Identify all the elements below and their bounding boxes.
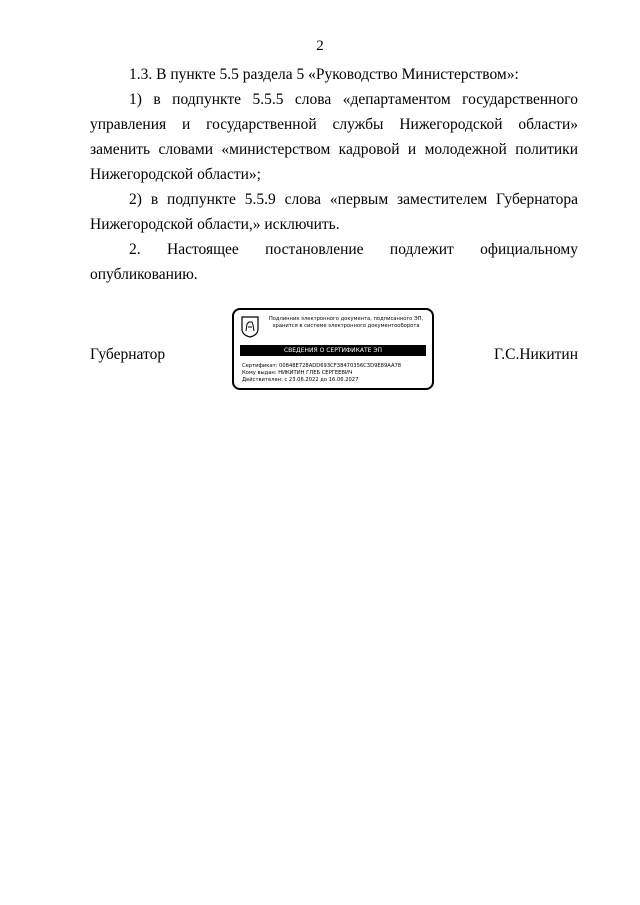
signatory-position: Губернатор (90, 346, 166, 363)
stamp-validity: Действителен: с 23.06.2022 до 16.06.2027 (242, 377, 359, 383)
stamp-certificate: Сертификат: 00848E728ADD693CF38470356C3D9E89AA78 (242, 363, 402, 369)
paragraph-subitem-2: 2) в подпункте 5.5.9 слова «первым заместителем Губернатора Нижегородской области,» исключить. (90, 191, 578, 233)
document-body (90, 62, 578, 287)
coat-of-arms-icon (241, 316, 259, 338)
e-signature-stamp (232, 308, 434, 390)
stamp-issued-to: Кому выдан: НИКИТИН ГЛЕБ СЕРГЕЕВИЧ (242, 370, 353, 376)
paragraph-subitem-1: 1) в подпункте 5.5.5 слова «департаментом государственного управления и государственной службы Нижегородской области» заменить словами «министерством кадровой и молодежной политики Нижегородской области»; (90, 91, 578, 183)
stamp-header: Подлинник электронного документа, подписанного ЭП, хранится в системе электронного документооборота (268, 316, 424, 329)
paragraph-1-3: 1.3. В пункте 5.5 раздела 5 «Руководство Министерством»: (129, 66, 519, 83)
signatory-name: Г.С.Никитин (494, 346, 578, 363)
stamp-title: СВЕДЕНИЯ О СЕРТИФИКАТЕ ЭП (240, 345, 426, 356)
page-number: 2 (316, 38, 324, 54)
paragraph-2: 2. Настоящее постановление подлежит официальному опубликованию. (90, 241, 578, 283)
